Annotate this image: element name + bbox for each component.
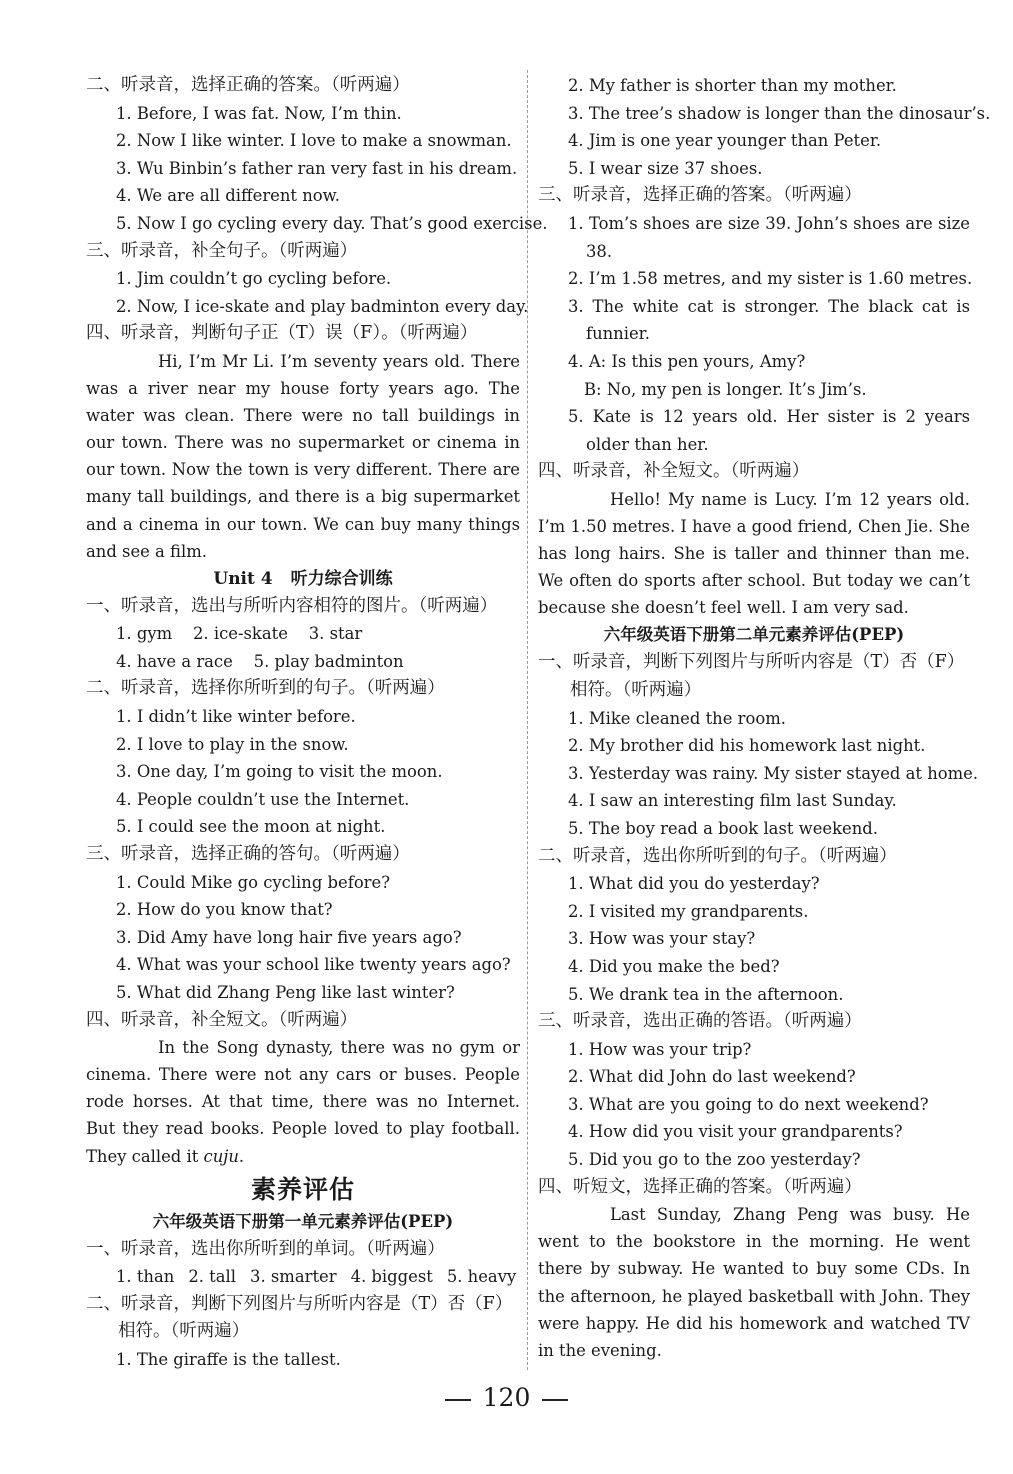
list-item: 5. We drank tea in the afternoon. [568,984,844,1004]
word-options [86,1263,520,1291]
word-options: 1. gym 2. ice-skate 3. star [116,624,363,644]
section-header: 一、听录音，选出你所听到的单词。（听两遍） [86,1238,445,1259]
list-item: 4. What was your school like twenty years ago? [116,955,511,975]
list-item: B: No, my pen is longer. It’s Jim’s. [584,379,867,399]
list-item: 2. I love to play in the snow. [116,734,349,754]
evaluation-title: 六年级英语下册第二单元素养评估(PEP) [603,625,905,645]
word-options: 4. have a race 5. play badminton [116,651,404,671]
list-item: 1. Could Mike go cycling before? [116,872,391,892]
passage [86,1034,520,1169]
list-item: 3. The tree’s shadow is longer than the dinosaur’s. [568,103,991,123]
list-item: 1. The giraffe is the tallest. [116,1350,341,1370]
list-item: 5. Did you go to the zoo yesterday? [568,1150,861,1170]
dash-decoration [542,1399,568,1401]
list-item: 2. I’m 1.58 metres, and my sister is 1.60 metres. [568,269,973,289]
section-header: 二、听录音，选择你所听到的句子。（听两遍） [86,678,445,699]
section-header: 三、听录音，选择正确的答案。（听两遍） [538,185,862,206]
list-item: 3. Wu Binbin’s father ran very fast in his dream. [116,158,518,178]
section-header: 一、听录音，判断下列图片与所听内容是（T）否（F） [538,652,965,673]
passage: Last Sunday, Zhang Peng was busy. He went to the bookstore in the morning. He went there by subway. He wanted to buy some CDs. In the afternoon, he played basketball with John. They were happy. He did his homework and watched TV in the evening. [538,1205,970,1360]
list-item: 4. We are all different now. [116,186,340,206]
section-header: 一、听录音，选出与所听内容相符的图片。（听两遍） [86,595,498,616]
list-item: 5. Now I go cycling every day. That’s good exercise. [116,213,548,233]
list-item: 3. How was your stay? [568,929,756,949]
evaluation-title: 六年级英语下册第一单元素养评估(PEP) [152,1211,454,1231]
passage-italic-word: cuju [203,1146,239,1166]
list-item: 2. My father is shorter than my mother. [568,76,897,95]
section-header: 二、听录音，判断下列图片与所听内容是（T）否（F） [86,1293,513,1314]
section-header: 二、听录音，选出你所听到的句子。（听两遍） [538,845,897,866]
dash-decoration [445,1399,471,1401]
assessment-title: 素养评估 [250,1174,355,1204]
list-item: 1. How was your trip? [568,1039,752,1059]
list-item: 3. The white cat is stronger. The black cat is funnier. [568,296,970,344]
page-number-value: 120 [482,1383,531,1412]
unit-title: 听力综合训练 [290,568,393,589]
list-item: 2. What did John do last weekend? [568,1067,856,1087]
word-option: 3. smarter [250,1267,337,1287]
list-item: 3. Yesterday was rainy. My sister stayed at home. [568,763,979,783]
list-item: 4. How did you visit your grandparents? [568,1122,903,1142]
unit-label: Unit 4 [213,568,273,589]
word-option: 2. tall [188,1267,237,1287]
unit-heading [86,565,520,593]
section-header: 三、听录音，补全句子。（听两遍） [86,240,358,261]
list-item: 2. I visited my grandparents. [568,901,809,921]
passage-end: . [238,1146,245,1166]
section-header: 四、听录音，补全短文。（听两遍） [86,1009,358,1030]
left-column [86,72,548,1374]
list-item: 1. Mike cleaned the room. [568,708,786,728]
list-item: 2. Now I like winter. I love to make a snowman. [116,131,512,151]
word-option: 5. heavy [446,1267,517,1287]
list-item: 4. I saw an interesting film last Sunday. [568,791,897,811]
passage: Hi, I’m Mr Li. I’m seventy years old. There was a river near my house forty years ago. The water was clean. There were no tall buildings in our town. There was no supermarket or cinema in our town. Now the town is very different. There are many tall buildings, and there is a big supermarket and a cinema in our town. We can buy many things and see a film. [86,351,520,561]
word-option: 1. than [116,1267,175,1287]
section-header: 四、听录音，补全短文。（听两遍） [538,461,810,482]
list-item: 5. The boy read a book last weekend. [568,818,878,838]
list-item: 1. Tom’s shoes are size 39. John’s shoes are size 38. [568,213,970,261]
list-item: 4. People couldn’t use the Internet. [116,789,410,809]
passage: Hello! My name is Lucy. I’m 12 years old. I’m 1.50 metres. I have a good friend, Chen Jie. She has long hairs. She is taller and thinner than me. We often do sports after school. But today we can’t because she doesn’t feel well. I am very sad. [538,489,970,618]
list-item: 3. One day, I’m going to visit the moon. [116,762,443,782]
section-header: 三、听录音，选出正确的答语。（听两遍） [538,1011,862,1032]
section-header: 二、听录音，选择正确的答案。（听两遍） [86,75,410,95]
section-header: 三、听录音，选择正确的答句。（听两遍） [86,844,410,865]
section-header: 四、听录音，判断句子正（T）误（F）。（听两遍） [86,323,478,344]
list-item: 4. Did you make the bed? [568,956,780,976]
list-item: 1. Before, I was fat. Now, I’m thin. [116,103,402,123]
list-item: 2. How do you know that? [116,900,333,920]
list-item: 4. Jim is one year younger than Peter. [568,131,882,151]
section-header-cont: 相符。（听两遍） [570,679,702,700]
list-item: 3. What are you going to do next weekend? [568,1094,929,1114]
list-item: 5. Kate is 12 years old. Her sister is 2 years older than her. [568,407,970,454]
right-column [538,72,991,1364]
passage-text: In the Song dynasty, there was no gym or cinema. There were not any cars or buses. People rode horses. At that time, there was no Internet. But they read books. People loved to play football. They called it [86,1038,520,1166]
list-item: 4. A: Is this pen yours, Amy? [568,351,806,371]
list-item: 5. I wear size 37 shoes. [568,158,763,178]
list-item: 2. My brother did his homework last night. [568,736,926,756]
list-item: 1. I didn’t like winter before. [116,707,356,727]
section-header-cont: 相符。（听两遍） [118,1321,250,1342]
section-header: 四、听短文，选择正确的答案。（听两遍） [538,1176,862,1197]
column-divider [527,70,528,1370]
list-item: 1. Jim couldn’t go cycling before. [116,269,392,289]
word-option: 4. biggest [350,1267,433,1287]
list-item: 1. What did you do yesterday? [568,874,820,894]
list-item: 5. What did Zhang Peng like last winter? [116,983,455,1002]
page-number [0,1378,1013,1418]
list-item: 2. Now, I ice-skate and play badminton every day. [116,296,529,316]
list-item: 5. I could see the moon at night. [116,817,386,837]
list-item: 3. Did Amy have long hair five years ago? [116,927,462,947]
